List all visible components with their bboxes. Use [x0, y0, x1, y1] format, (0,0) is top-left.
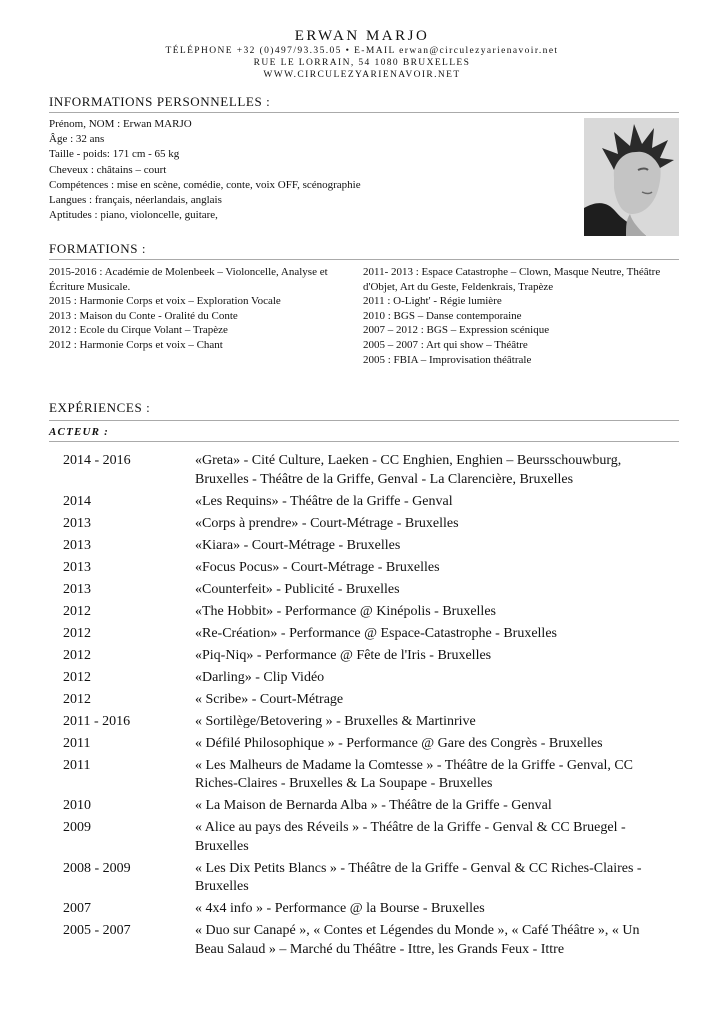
- formation-item: 2007 – 2012 : BGS – Expression scénique: [363, 324, 550, 337]
- formation-item: 2011- 2013 : Espace Catastrophe – Clown, Masque Neutre, Théâtre d'Objet, Art du Geste, Feldenkrais, Trapèze: [363, 266, 661, 293]
- experience-date: 2013: [63, 581, 91, 597]
- experience-row: [63, 735, 683, 754]
- experience-date: 2009: [63, 820, 91, 835]
- experience-description: «Piq-Niq» - Performance @ Fête de l'Iris - Bruxelles: [195, 647, 492, 663]
- formation-item: 2012 : Harmonie Corps et voix – Chant: [49, 338, 223, 351]
- experience-date: 2011 - 2016: [63, 713, 131, 729]
- experience-date: 2011: [63, 735, 91, 751]
- experience-description: «Kiara» - Court-Métrage - Bruxelles: [195, 537, 401, 553]
- info-line: Âge : 32 ans: [49, 133, 105, 146]
- person-name: ERWAN MARJO: [294, 28, 430, 44]
- section-divider: [49, 441, 679, 442]
- experience-date: 2005 - 2007: [63, 923, 131, 938]
- personal-info-list: [49, 117, 569, 223]
- subsection-title-actor: ACTEUR :: [49, 426, 110, 438]
- experience-description: «The Hobbit» - Performance @ Kinépolis - Bruxelles: [195, 603, 496, 619]
- experience-description: « Sortilège/Betovering » - Bruxelles & Martinrive: [195, 713, 476, 729]
- experience-row: [63, 647, 683, 666]
- section-title-experiences: EXPÉRIENCES :: [49, 400, 151, 415]
- info-line: Aptitudes : piano, violoncelle, guitare,: [49, 209, 218, 222]
- experience-date: 2010: [63, 798, 91, 813]
- experience-row: [63, 515, 683, 534]
- experience-description: « Défilé Philosophique » - Performance @ Gare des Congrès - Bruxelles: [195, 735, 603, 751]
- experience-date: 2012: [63, 625, 91, 641]
- experience-date: 2013: [63, 559, 91, 575]
- cv-header: [0, 27, 724, 81]
- experience-row: [63, 559, 683, 578]
- contact-phone-email: TÉLÉPHONE +32 (0)497/93.35.05 • E-MAIL erwan@circulezyarienavoir.net: [165, 46, 559, 56]
- experience-row: [63, 922, 683, 959]
- experience-row: [63, 713, 683, 732]
- experience-description: «Corps à prendre» - Court-Métrage - Bruxelles: [195, 515, 459, 531]
- experience-row: [63, 669, 683, 688]
- section-divider: [49, 420, 679, 421]
- formation-item: 2012 : Ecole du Cirque Volant – Trapèze: [49, 324, 228, 337]
- experience-description: «Counterfeit» - Publicité - Bruxelles: [195, 581, 400, 597]
- experience-description: « Les Malheurs de Madame la Comtesse » - Théâtre de la Griffe - Genval, CC Riches-Claires - Bruxelles & La Soupape - Bruxelles: [195, 757, 634, 791]
- info-line: Langues : français, néerlandais, anglais: [49, 194, 222, 207]
- info-line: Taille - poids: 171 cm - 65 kg: [49, 148, 180, 161]
- experience-date: 2012: [63, 691, 91, 707]
- contact-website: WWW.CIRCULEZYARIENAVOIR.NET: [263, 70, 461, 80]
- experience-row: [63, 819, 683, 856]
- formation-item: 2005 : FBIA – Improvisation théâtrale: [363, 353, 532, 366]
- formation-item: 2013 : Maison du Conte - Oralité du Conte: [49, 309, 238, 322]
- experience-row: [63, 691, 683, 710]
- experience-description: «Les Requins» - Théâtre de la Griffe - Genval: [195, 493, 453, 509]
- profile-photo: [584, 118, 679, 236]
- experience-date: 2013: [63, 515, 91, 531]
- experience-row: [63, 603, 683, 622]
- experience-description: «Re-Création» - Performance @ Espace-Catastrophe - Bruxelles: [195, 625, 557, 641]
- experience-date: 2008 - 2009: [63, 860, 131, 876]
- experience-row: [63, 625, 683, 644]
- contact-address: RUE LE LORRAIN, 54 1080 BRUXELLES: [253, 58, 471, 68]
- experiences-list: [63, 452, 683, 963]
- experience-row: [63, 493, 683, 512]
- experience-description: «Darling» - Clip Vidéo: [195, 669, 325, 685]
- experience-row: [63, 797, 683, 816]
- experience-date: 2013: [63, 537, 91, 553]
- experience-date: 2014 - 2016: [63, 453, 131, 468]
- experience-description: « Alice au pays des Réveils » - Théâtre de la Griffe - Genval & CC Bruegel - Bruxelles: [195, 820, 626, 854]
- experience-date: 2011: [63, 757, 91, 773]
- experience-row: [63, 537, 683, 556]
- experience-date: 2012: [63, 647, 91, 663]
- experience-row: [63, 860, 683, 897]
- info-line: Prénom, NOM : Erwan MARJO: [49, 118, 192, 130]
- experience-description: «Greta» - Cité Culture, Laeken - CC Enghien, Enghien – Beursschouwburg, Bruxelles - Théâtre de la Griffe, Genval - La Clarencière, Bruxelles: [195, 453, 622, 487]
- experience-date: 2014: [63, 493, 91, 509]
- section-title-formations: FORMATIONS :: [49, 241, 679, 260]
- experience-row: [63, 757, 683, 794]
- experience-date: 2012: [63, 669, 91, 685]
- formation-item: 2015 : Harmonie Corps et voix – Exploration Vocale: [49, 295, 281, 308]
- experience-description: « 4x4 info » - Performance @ la Bourse - Bruxelles: [195, 901, 485, 916]
- experience-description: «Focus Pocus» - Court-Métrage - Bruxelles: [195, 559, 440, 575]
- experience-date: 2012: [63, 603, 91, 619]
- experience-row: [63, 900, 683, 919]
- formation-item: 2015-2016 : Académie de Molenbeek – Violoncelle, Analyse et Écriture Musicale.: [49, 266, 328, 293]
- formation-item: 2011 : O-Light' - Régie lumière: [363, 295, 502, 308]
- experience-row: [63, 581, 683, 600]
- formations-left-column: [49, 265, 354, 353]
- experience-description: « Scribe» - Court-Métrage: [195, 691, 344, 707]
- experience-description: « La Maison de Bernarda Alba » - Théâtre de la Griffe - Genval: [195, 798, 552, 813]
- info-line: Compétences : mise en scène, comédie, conte, voix OFF, scénographie: [49, 178, 361, 191]
- formations-right-column: [363, 265, 683, 367]
- formation-item: 2010 : BGS – Danse contemporaine: [363, 309, 522, 322]
- info-line: Cheveux : châtains – court: [49, 163, 167, 176]
- section-title-personal: INFORMATIONS PERSONNELLES :: [49, 94, 679, 113]
- formation-item: 2005 – 2007 : Art qui show – Théâtre: [363, 338, 528, 351]
- experience-description: « Duo sur Canapé », « Contes et Légendes du Monde », « Café Théâtre », « Un Beau Salaud » – Marché du Théâtre - Ittre, les Grands Feux - Ittre: [195, 923, 640, 957]
- experience-date: 2007: [63, 901, 91, 916]
- experience-description: « Les Dix Petits Blancs » - Théâtre de la Griffe - Genval & CC Riches-Claires - Bruxelles: [195, 860, 642, 894]
- experience-row: [63, 452, 683, 489]
